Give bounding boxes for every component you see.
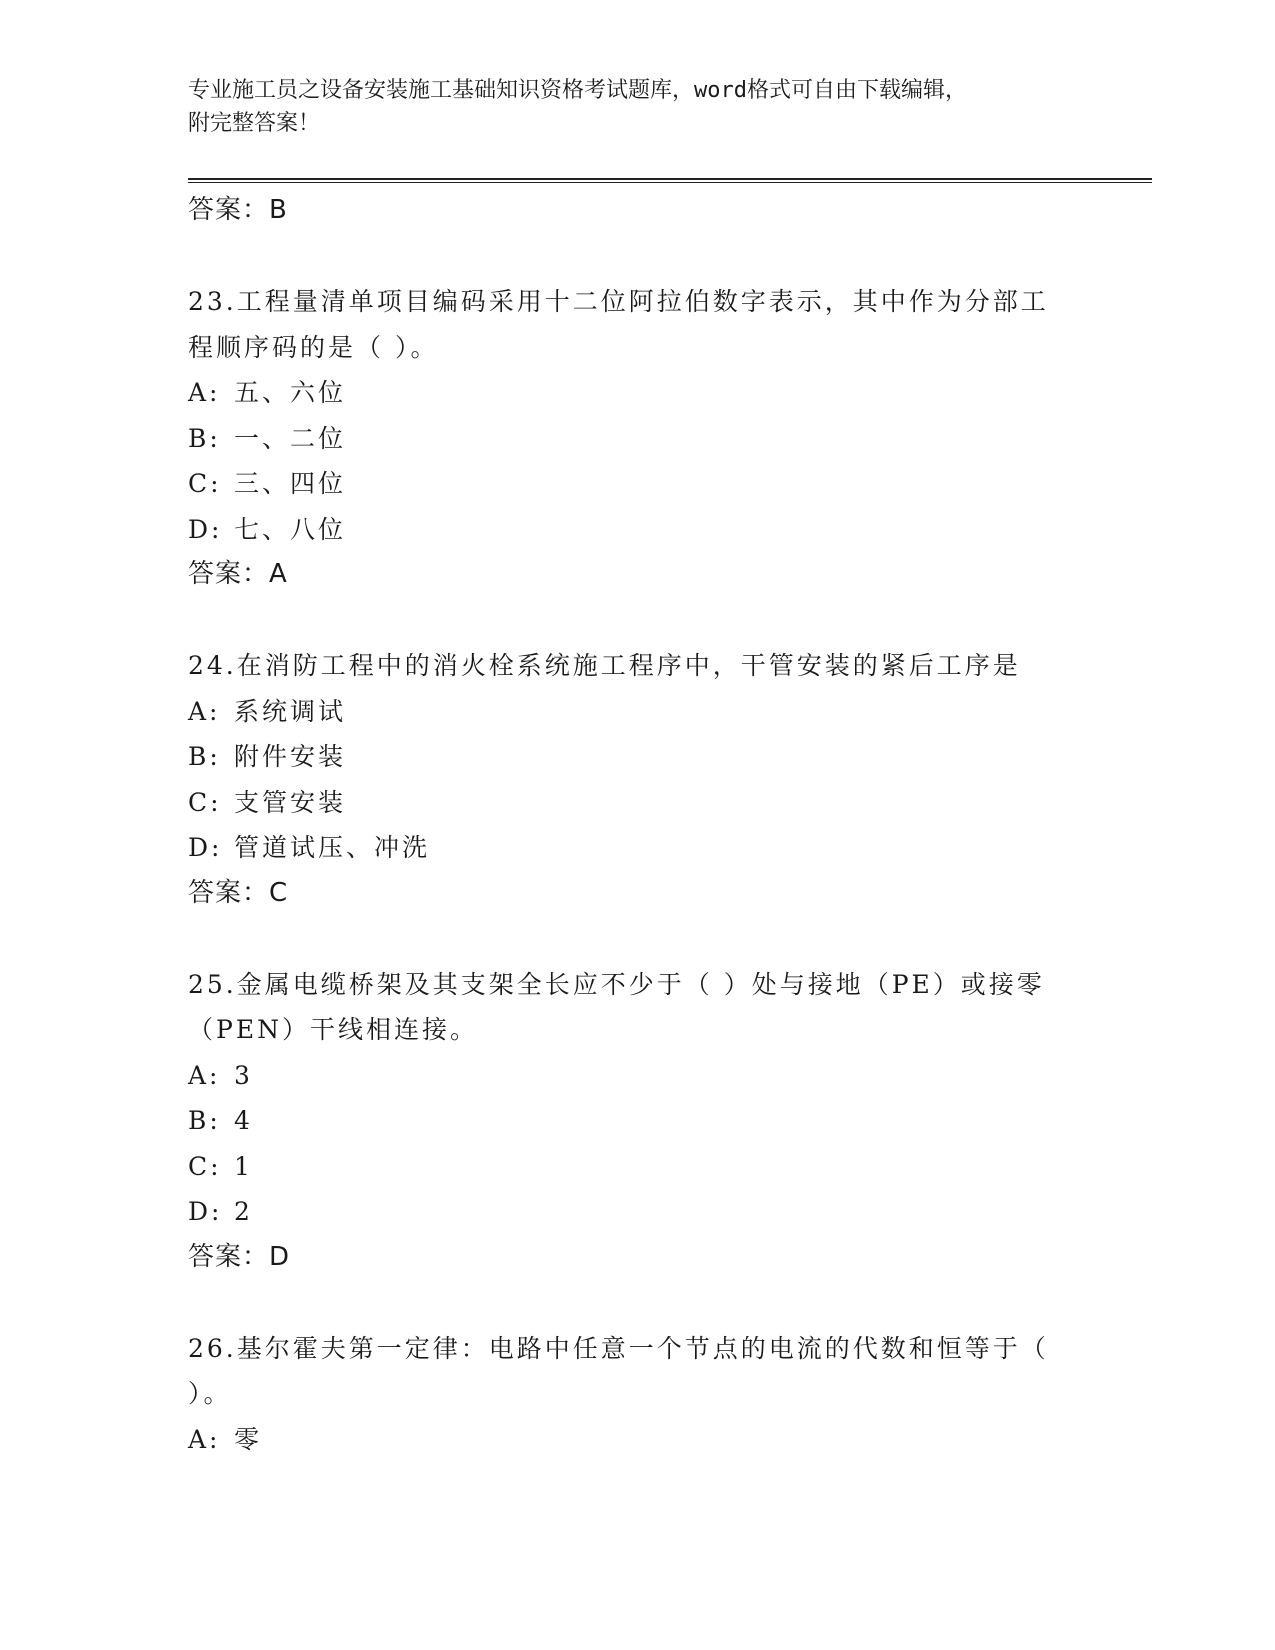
question-block <box>188 279 1088 598</box>
option-c <box>188 1144 1088 1190</box>
spacer <box>188 234 1088 280</box>
answer-line: 答案：C <box>188 877 289 908</box>
answer-line: 答案：B <box>188 195 288 225</box>
option-d <box>188 507 1088 553</box>
option-b <box>188 1098 1088 1144</box>
option-a <box>188 370 1088 416</box>
option-key: B: <box>188 742 221 771</box>
option-text: 五、六位 <box>234 378 347 407</box>
document-header <box>188 74 1088 140</box>
question-text: ）。 <box>188 1379 232 1408</box>
option-a <box>188 1417 1088 1463</box>
option-key: D: <box>188 514 223 544</box>
option-a <box>188 1053 1088 1099</box>
option-text: 七、八位 <box>234 514 347 544</box>
option-text: 3 <box>234 1060 253 1090</box>
answer-line: 答案：A <box>188 559 288 589</box>
header-line-1: 专业施工员之设备安装施工基础知识资格考试题库，word格式可自由下载编辑， <box>188 78 967 103</box>
option-b <box>188 734 1088 780</box>
option-text: 一、二位 <box>234 423 347 453</box>
option-text: 系统调试 <box>234 696 347 726</box>
spacer <box>188 598 1088 644</box>
question-text: 24.在消防工程中的消火栓系统施工程序中，干管安装的紧后工序是 <box>188 651 1021 680</box>
option-key: A: <box>188 1424 221 1454</box>
option-text: 2 <box>234 1197 253 1226</box>
option-text: 4 <box>234 1106 253 1135</box>
question-block <box>188 1326 1088 1463</box>
option-key: C: <box>188 787 222 817</box>
option-b <box>188 416 1088 462</box>
spacer <box>188 916 1088 962</box>
option-text: 管道试压、冲洗 <box>234 833 431 862</box>
document-body <box>188 188 1088 1462</box>
question-text: 23.工程量清单项目编码采用十二位阿拉伯数字表示，其中作为分部工 <box>188 287 1049 316</box>
option-key: D: <box>188 833 223 862</box>
option-d <box>188 825 1088 871</box>
spacer <box>188 1280 1088 1326</box>
header-line-2: 附完整答案！ <box>188 111 321 136</box>
option-text: 三、四位 <box>234 469 347 498</box>
option-text: 1 <box>234 1151 253 1181</box>
question-block <box>188 962 1088 1281</box>
option-text: 零 <box>234 1424 263 1454</box>
option-key: A: <box>188 1060 221 1090</box>
option-a <box>188 689 1088 735</box>
question-block <box>188 643 1088 916</box>
option-key: C: <box>188 469 222 498</box>
answer-line: 答案：D <box>188 1241 291 1272</box>
option-key: A: <box>188 696 221 726</box>
option-d <box>188 1189 1088 1235</box>
option-key: A: <box>188 378 221 407</box>
option-key: C: <box>188 1151 222 1181</box>
question-text: 25.金属电缆桥架及其支架全长应不少于（ ）处与接地（PE）或接零 <box>188 969 1045 999</box>
option-key: D: <box>188 1197 223 1226</box>
question-text: （PEN）干线相连接。 <box>188 1015 478 1044</box>
question-text: 程顺序码的是（ ）。 <box>188 332 439 362</box>
option-c <box>188 780 1088 826</box>
header-divider <box>188 178 1152 183</box>
question-text: 26.基尔霍夫第一定律：电路中任意一个节点的电流的代数和恒等于（ <box>188 1333 1049 1363</box>
option-key: B: <box>188 1106 221 1135</box>
option-key: B: <box>188 423 221 453</box>
option-text: 附件安装 <box>234 742 347 771</box>
option-text: 支管安装 <box>234 787 347 817</box>
option-c <box>188 461 1088 507</box>
